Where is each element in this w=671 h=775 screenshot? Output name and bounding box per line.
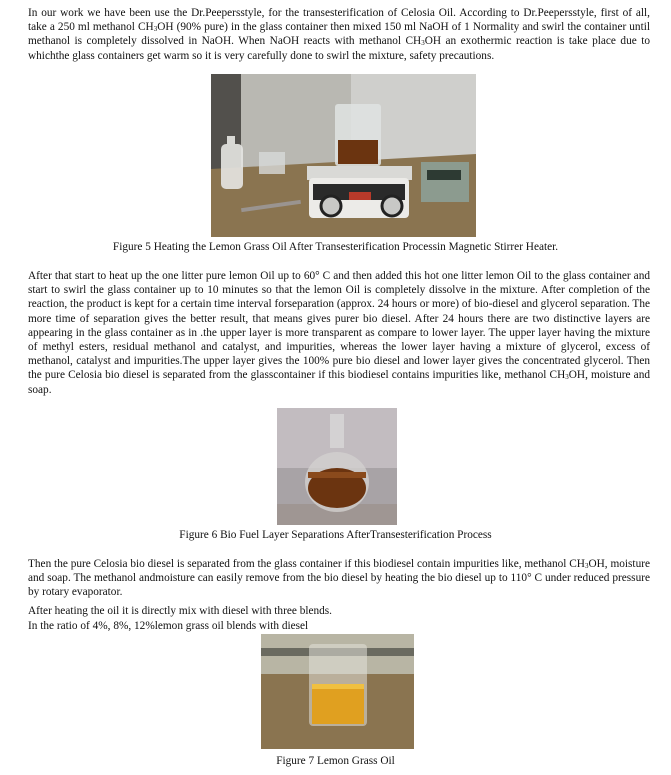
p1-text-a: In our work we have been use the Dr.Peepersstyle, for the transesterification of Celosia Oil. According to Dr.Peepersstyle, first of all, take a 250 ml methanol CH bbox=[28, 7, 650, 34]
figure-6-illustration bbox=[277, 408, 397, 525]
figure-7-lemon-grass-oil-photo bbox=[261, 634, 414, 749]
paragraph-heating-and-separation bbox=[28, 269, 650, 397]
figure-5-caption: Figure 5 Heating the Lemon Grass Oil After Transesterification Processin Magnetic Stirrer Heater. bbox=[112, 241, 559, 253]
p2-text-b: OH, moisture and soap. bbox=[28, 369, 650, 396]
figure-7-caption: Figure 7 Lemon Grass Oil bbox=[276, 755, 395, 767]
p3-text-a: Then the pure Celosia bio diesel is separated from the glass container if this biodiesel contain impurities like, methanol CH bbox=[28, 558, 585, 570]
paragraph-dr-peepers-method bbox=[28, 6, 650, 63]
p2-subscript-1: 3 bbox=[565, 373, 569, 382]
blend-ratio-line: In the ratio of 4%, 8%, 12%lemon grass oil blends with diesel bbox=[28, 620, 309, 632]
p1-subscript-1: 3 bbox=[153, 25, 158, 34]
figure-5-magnetic-stirrer-photo bbox=[211, 74, 476, 237]
figure-5-illustration bbox=[211, 74, 476, 237]
figure-7-illustration bbox=[261, 634, 414, 749]
p1-subscript-2: 3 bbox=[421, 39, 425, 48]
figure-6-caption: Figure 6 Bio Fuel Layer Separations AfterTransesterification Process bbox=[179, 529, 492, 541]
p3-text-b: OH, moisture and soap. The methanol andmoisture can easily remove from the bio diesel by heating the bio diesel up to 110° C under reduced pressure by rotary evaporator. bbox=[28, 558, 650, 599]
p2-text-a: After that start to heat up the one litter pure lemon Oil up to 60° C and then added this hot one litter lemon Oil to the glass container and start to swirl the glass container up to 10 minutes so that the lemon Oil is completely dissolve in the mixture. After completion of the reaction, the product is kept for a certain time interval forseparation (approx. 24 hours or more) of bio-diesel and glycerol separation. The more time of separation gives the better result, that means gives purer bio diesel. After 24 hours there are two distinctive layers are appearing in the glass container as in .the upper layer is more transparent as compare to lower layer. The upper layer having the mixture of methyl esters, residual methanol and catalyst, and impurities, whereas the lower layer having a mixture of glycerol, excess of methanol, catalyst and impurities.The upper layer gives the 100% pure bio diesel and lower layer gives the concentrated glycerol. Then the pure Celosia bio diesel is separated from the glasscontainer if this biodiesel contains impurities like, methanol CH bbox=[28, 270, 650, 382]
figure-6-layer-separation-photo bbox=[277, 408, 397, 525]
paragraph-purification bbox=[28, 557, 650, 600]
blending-line: After heating the oil it is directly mix with diesel with three blends. bbox=[28, 605, 333, 617]
p1-text-b: OH (90% pure) in the glass container then mixed 150 ml NaOH of 1 Normality and swirl the container until methanol is completely dissolved in NaOH. When NaOH reacts with methanol CH bbox=[28, 21, 650, 48]
p1-text-c: OH an exothermic reaction is take place due to whichthe glass containers get warm so it is very carefully done to swirl the mixture, safety precautions. bbox=[28, 35, 650, 62]
p3-subscript-1: 3 bbox=[584, 562, 589, 570]
